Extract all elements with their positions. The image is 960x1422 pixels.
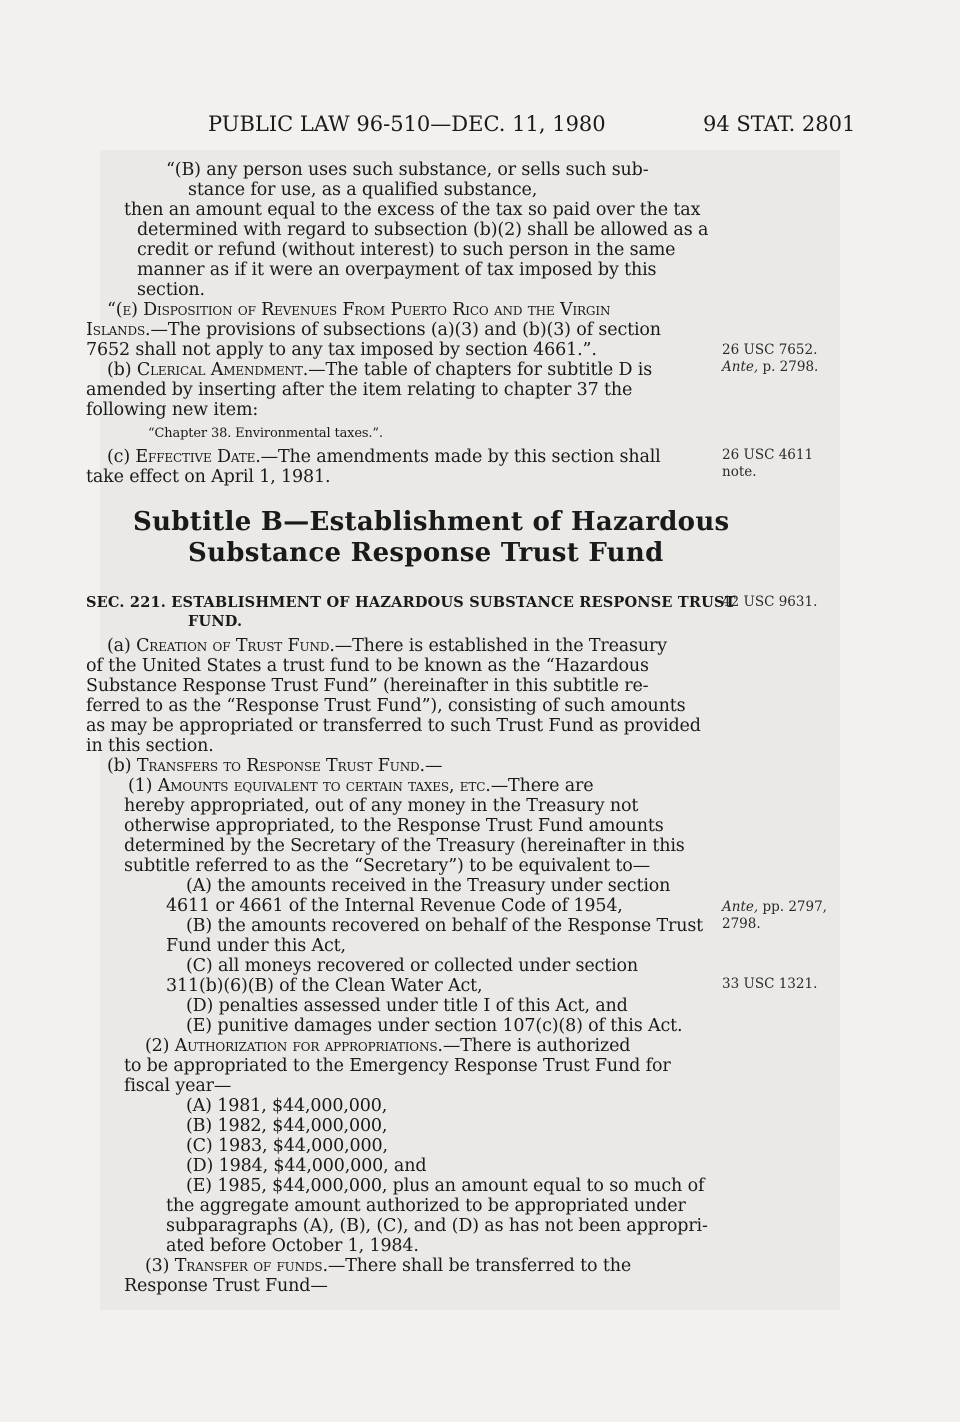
text-line: in this section. <box>86 736 214 756</box>
margin-note <box>722 447 842 481</box>
text-line: (B) the amounts recovered on behalf of the Response Trust <box>186 916 704 936</box>
text-line: 4611 or 4661 of the Internal Revenue Code of 1954, <box>166 896 623 916</box>
text-line <box>107 636 667 656</box>
margin-citation: 26 USC 7652. <box>722 342 818 358</box>
table-of-chapters-item: “Chapter 38. Environmental taxes.”. <box>148 426 383 441</box>
text-line <box>145 1256 631 1276</box>
text-run: —The provisions of subsections (a)(3) and (b)(3) of section <box>150 320 661 340</box>
text-run: (b) <box>107 360 137 380</box>
text-run: —There are <box>490 776 594 796</box>
text-line: fiscal year— <box>124 1076 232 1096</box>
text-line: subtitle referred to as the “Secretary”) to be equivalent to— <box>124 856 650 876</box>
text-run: —The table of chapters for subtitle D is <box>308 360 653 380</box>
text-run: — <box>424 756 443 776</box>
text-line: (B) 1982, $44,000,000, <box>186 1116 388 1136</box>
text-line: (C) all moneys recovered or collected under section <box>186 956 639 976</box>
margin-italic: Ante, <box>722 359 759 375</box>
text-line <box>145 1036 630 1056</box>
subsection-heading: Transfers to Response Trust Fund. <box>136 756 425 776</box>
text-line: otherwise appropriated, to the Response Trust Fund amounts <box>124 816 664 836</box>
text-line: (D) penalties assessed under title I of this Act, and <box>186 996 628 1016</box>
text-line: ated before October 1, 1984. <box>166 1236 419 1256</box>
subsection-heading: Islands. <box>86 320 151 340</box>
margin-note: 33 USC 1321. <box>722 976 818 992</box>
margin-italic: Ante, <box>722 899 759 915</box>
margin-text: pp. 2797, <box>758 899 827 915</box>
text-line: (A) the amounts received in the Treasury under section <box>186 876 671 896</box>
text-line: to be appropriated to the Emergency Response Trust Fund for <box>124 1056 671 1076</box>
text-line: stance for use, as a qualified substance, <box>188 180 538 200</box>
subsection-heading: “(e) Disposition of Revenues From Puerto Rico and the Virgin <box>107 300 611 320</box>
running-header-left: PUBLIC LAW 96-510—DEC. 11, 1980 <box>208 112 606 136</box>
text-line: subparagraphs (A), (B), (C), and (D) as has not been appropri- <box>166 1216 708 1236</box>
margin-citation <box>722 359 842 376</box>
running-header-right: 94 STAT. 2801 <box>703 112 856 136</box>
text-line: hereby appropriated, out of any money in the Treasury not <box>124 796 639 816</box>
text-line: (D) 1984, $44,000,000, and <box>186 1156 427 1176</box>
text-line: section. <box>137 280 205 300</box>
margin-citation: note. <box>722 464 757 480</box>
paragraph-heading: Amounts equivalent to certain taxes, etc. <box>157 776 491 796</box>
text-line: then an amount equal to the excess of the tax so paid over the tax <box>124 200 701 220</box>
text-line <box>128 776 593 796</box>
text-line: “(B) any person uses such substance, or sells such sub- <box>166 160 649 180</box>
subsection-heading: Clerical Amendment. <box>136 360 309 380</box>
text-run: (3) <box>145 1256 175 1276</box>
text-line: manner as if it were an overpayment of tax imposed by this <box>137 260 657 280</box>
text-line: 7652 shall not apply to any tax imposed by section 4661.”. <box>86 340 597 360</box>
text-line <box>86 320 661 340</box>
text-run: —The amendments made by this section shall <box>260 447 661 467</box>
text-line: amended by inserting after the item relating to chapter 37 the <box>86 380 633 400</box>
text-line: the aggregate amount authorized to be appropriated under <box>166 1196 686 1216</box>
text-line: as may be appropriated or transferred to such Trust Fund as provided <box>86 716 701 736</box>
margin-text: p. 2798. <box>758 359 819 375</box>
subsection-heading: Creation of Trust Fund. <box>136 636 335 656</box>
subtitle-heading: Subtitle B—Establishment of Hazardous <box>133 507 730 537</box>
text-line <box>107 447 661 467</box>
margin-note <box>722 899 842 933</box>
paragraph-heading: Transfer of funds. <box>174 1256 328 1276</box>
subtitle-heading: Substance Response Trust Fund <box>188 538 664 568</box>
text-line: (A) 1981, $44,000,000, <box>186 1096 388 1116</box>
text-line: 311(b)(6)(B) of the Clean Water Act, <box>166 976 483 996</box>
margin-note: 42 USC 9631. <box>722 594 818 610</box>
text-line: determined with regard to subsection (b)(2) shall be allowed as a <box>137 220 709 240</box>
text-run: (b) <box>107 756 137 776</box>
text-run: (2) <box>145 1036 175 1056</box>
text-line: ferred to as the “Response Trust Fund”), consisting of such amounts <box>86 696 686 716</box>
text-line: (C) 1983, $44,000,000, <box>186 1136 388 1156</box>
margin-citation: 2798. <box>722 916 761 932</box>
text-line: (E) 1985, $44,000,000, plus an amount equal to so much of <box>186 1176 705 1196</box>
subsection-heading: Effective Date. <box>135 447 261 467</box>
text-run: —There is established in the Treasury <box>334 636 667 656</box>
text-line: credit or refund (without interest) to such person in the same <box>137 240 676 260</box>
text-line: of the United States a trust fund to be known as the “Hazardous <box>86 656 649 676</box>
text-run: —There is authorized <box>442 1036 631 1056</box>
margin-citation: 26 USC 4611 <box>722 447 814 463</box>
section-heading: SEC. 221. ESTABLISHMENT OF HAZARDOUS SUBSTANCE RESPONSE TRUST <box>86 594 736 611</box>
text-line: Fund under this Act, <box>166 936 346 956</box>
text-line: take effect on April 1, 1981. <box>86 467 331 487</box>
text-line: following new item: <box>86 400 259 420</box>
text-run: (a) <box>107 636 137 656</box>
margin-citation <box>722 899 842 916</box>
text-run: —There shall be transferred to the <box>327 1256 632 1276</box>
text-line: (E) punitive damages under section 107(c)(8) of this Act. <box>186 1016 683 1036</box>
text-run: (1) <box>128 776 158 796</box>
text-line: determined by the Secretary of the Treasury (hereinafter in this <box>124 836 685 856</box>
text-line <box>107 360 652 380</box>
margin-note <box>722 342 842 376</box>
text-line: Substance Response Trust Fund” (hereinafter in this subtitle re- <box>86 676 649 696</box>
text-run: (c) <box>107 447 136 467</box>
section-heading: FUND. <box>188 613 243 630</box>
paragraph-heading: Authorization for appropriations. <box>174 1036 443 1056</box>
text-line: Response Trust Fund— <box>124 1276 328 1296</box>
text-line <box>107 756 442 776</box>
